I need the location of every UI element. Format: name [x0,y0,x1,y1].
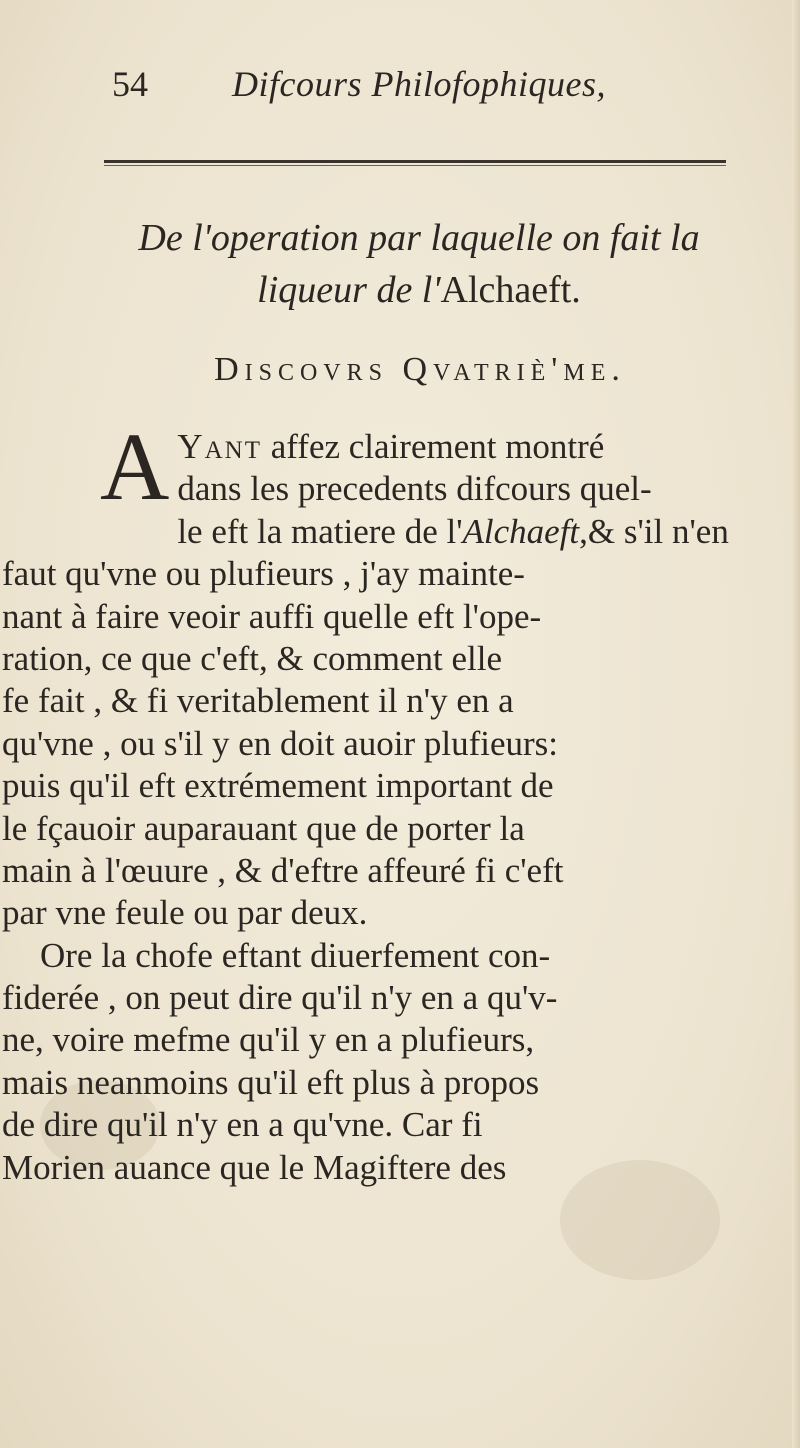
text-line: par vne feule ou par deux. [2,893,368,933]
text-line: dans les precedents difcours quel- [177,469,652,509]
drop-cap: A [100,413,170,520]
page-edge [792,0,800,1448]
text-line: fe fait , & fi veritablement il n'y en a [2,681,514,721]
text-line-content: affez clairement montré [270,427,605,466]
running-title: Difcours Philofophiques, [232,64,606,104]
text-line: puis qu'il eft extrémement important de [2,766,554,806]
text-line: main à l'œuure , & d'eftre affeuré fi c'eft [2,850,564,890]
text-line-content: ,& s'il n'en [579,511,729,551]
chapter-title [104,212,734,316]
text-line: ration, ce que c'eft, & comment elle [2,638,502,678]
text-line: ne, voire mefme qu'il y en a plufieurs, [2,1020,535,1060]
chapter-title-line-2 [104,264,734,316]
text-line: le fçauoir auparauant que de porter la [2,808,525,848]
text-line: mais neanmoins qu'il eft plus à propos [2,1062,540,1102]
first-word-rest: Yant [177,427,262,466]
discourse-heading: Discovrs Qvatriè'me. [214,351,626,388]
text-line: de dire qu'il n'y en a qu'vne. Car fi [2,1105,483,1145]
rule-thick-line [104,160,726,163]
chapter-title-line-1: De l'operation par laquelle on fait la [138,217,700,259]
alchaest-italic: Alchaeft [462,511,580,551]
text-line-content: le eft la matiere de l' [177,511,463,551]
ornamental-rule [104,158,734,166]
text-line: fiderée , on peut dire qu'il n'y en a qu'v- [2,978,558,1018]
text-line [102,426,792,468]
rule-thin-line [104,165,726,166]
text-line: faut qu'vne ou plufieurs , j'ay mainte- [2,554,525,594]
page-header [112,62,732,118]
chapter-title-italic-part: liqueur de l' [257,269,441,311]
body-text [2,413,792,1189]
text-line: qu'vne , ou s'il y en doit auoir plufieurs: [2,723,559,763]
page-number: 54 [112,64,148,104]
chapter-title-roman-part: Alchaeft. [440,269,581,311]
text-line: Morien auance que le Magiftere des [2,1147,507,1187]
text-line: Ore la chofe eftant diuerfement con- [40,935,551,975]
text-line: nant à faire veoir auffi quelle eft l'ope- [2,596,542,636]
